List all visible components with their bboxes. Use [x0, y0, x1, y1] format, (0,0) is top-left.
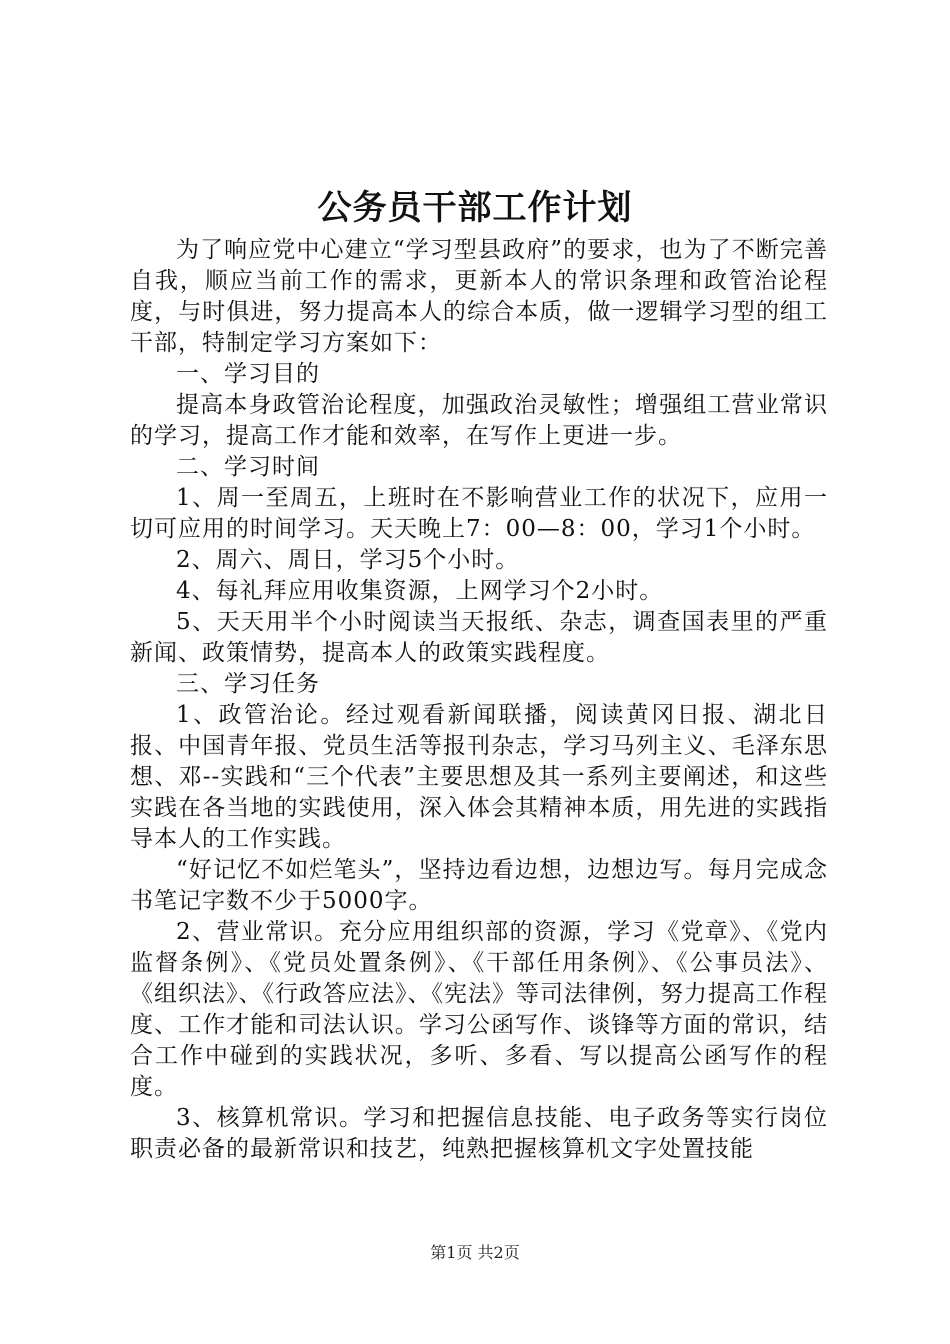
time-item-4: 4、每礼拜应用收集资源，上网学习个2小时。: [176, 578, 664, 604]
task-item-2: 2、营业常识。充分应用组织部的资源，学习《党章》、《党内监督条例》、《党员处置条例》、《干部任用条例》、《公事员法》、《组织法》、《行政答应法》、《宪法》等司法律例，努力提高工作程度、工作才能和司法认识。学习公函写作、谈锋等方面的常识，结合工作中碰到的实践状况，多听、多看、写以提高公函写作的程度。: [130, 919, 828, 1100]
page-number-footer: 第1页 共2页: [430, 1243, 520, 1262]
section-heading-goals: 一、学习目的: [176, 361, 320, 387]
document-body: [130, 235, 828, 1165]
document-title: 公务员干部工作计划: [317, 188, 633, 228]
section-heading-time: 二、学习时间: [176, 454, 320, 480]
goals-paragraph: 提高本身政管治论程度，加强政治灵敏性；增强组工营业常识的学习，提高工作才能和效率，在写作上更进一步。: [130, 392, 828, 449]
time-item-2: 2、周六、周日，学习5个小时。: [176, 547, 520, 573]
task-item-3: 3、核算机常识。学习和把握信息技能、电子政务等实行岗位职责必备的最新常识和技艺，纯熟把握核算机文字处置技能: [130, 1105, 828, 1162]
task-item-1: 1、政管治论。经过观看新闻联播，阅读黄冈日报、湖北日报、中国青年报、党员生活等报刊杂志，学习马列主义、毛泽东思想、邓--实践和“三个代表”主要思想及其一系列主要阐述，和这些实践在各当地的实践使用，深入体会其精神本质，用先进的实践指导本人的工作实践。: [130, 702, 828, 852]
intro-paragraph: 为了响应党中心建立“学习型县政府”的要求，也为了不断完善自我，顺应当前工作的需求，更新本人的常识条理和政管治论程度，与时俱进，努力提高本人的综合本质，做一逻辑学习型的组工干部，特制定学习方案如下：: [130, 237, 828, 356]
section-heading-tasks: 三、学习任务: [176, 671, 320, 697]
time-item-5: 5、天天用半个小时阅读当天报纸、杂志，调查国表里的严重新闻、政策情势，提高本人的政策实践程度。: [130, 609, 828, 666]
notes-paragraph: “好记忆不如烂笔头”，坚持边看边想，边想边写。每月完成念书笔记字数不少于5000字。: [130, 857, 828, 914]
time-item-1: 1、周一至周五，上班时在不影响营业工作的状况下，应用一切可应用的时间学习。天天晚上7：00—8：00，学习1个小时。: [130, 485, 828, 542]
